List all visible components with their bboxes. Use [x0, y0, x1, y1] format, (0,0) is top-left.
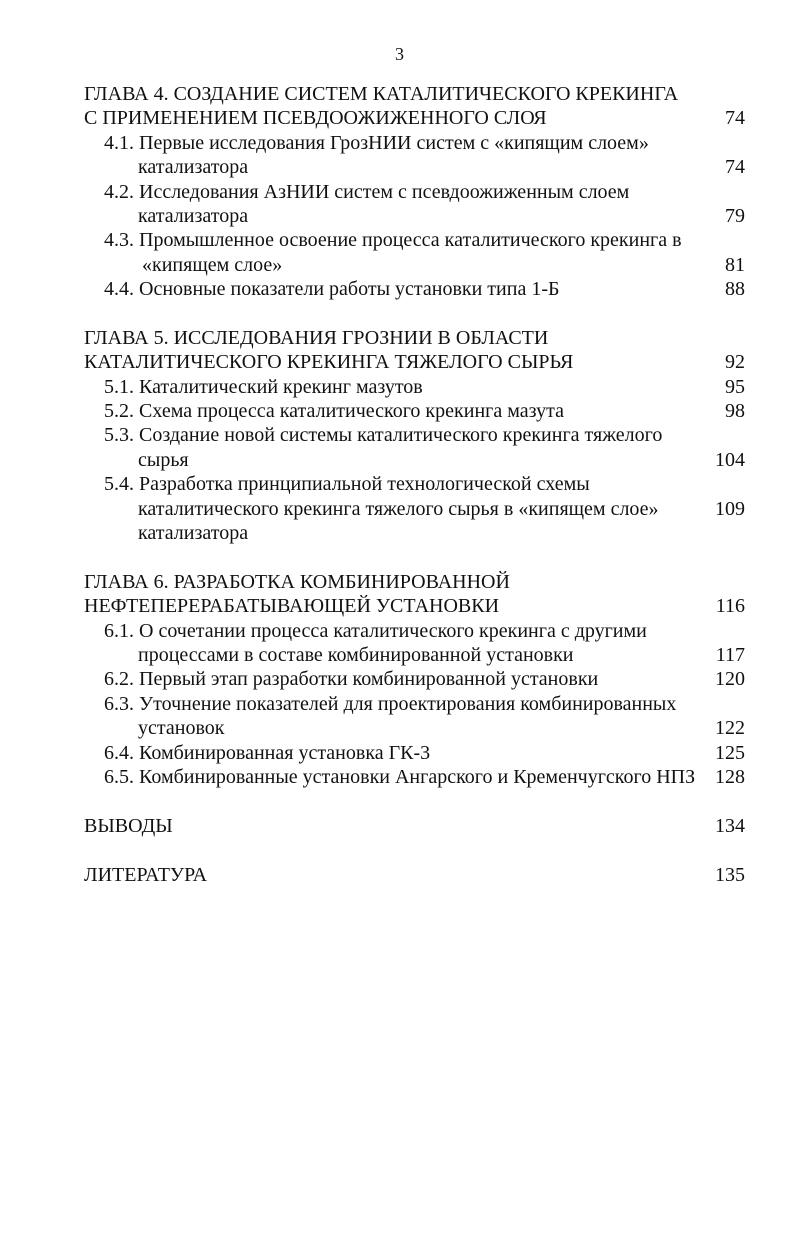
chapter-title-line: ГЛАВА 5. ИССЛЕДОВАНИЯ ГРОЗНИИ В ОБЛАСТИ	[84, 326, 549, 349]
section-title-line: 6.5. Комбинированные установки Ангарского и Кременчугского НПЗ	[104, 765, 696, 788]
section-title-line: 6.1. О сочетании процесса каталитического крекинга с другими	[104, 619, 647, 642]
page-ref: 98	[725, 400, 745, 423]
page-ref: 74	[725, 107, 745, 130]
toc-conclusions	[0, 814, 799, 838]
toc-chapter-4	[0, 82, 799, 106]
section-title-line: 6.3. Уточнение показателей для проектирования комбинированных	[104, 692, 677, 715]
page-ref: 135	[715, 863, 745, 886]
toc-section-4-3	[0, 228, 799, 252]
section-title-line: катализатора	[138, 204, 249, 227]
chapter-title-line: ВЫВОДЫ	[84, 814, 173, 837]
page-ref: 125	[715, 741, 745, 764]
toc-chapter-5-cont	[0, 350, 799, 374]
page-ref: 120	[715, 668, 745, 691]
toc-section-6-1	[0, 619, 799, 643]
toc-section-6-4	[0, 741, 799, 765]
toc-section-5-4	[0, 472, 799, 496]
toc-section-4-1-cont	[0, 155, 799, 179]
section-title-line: катализатора	[138, 156, 249, 179]
spacer	[0, 789, 799, 813]
section-title-line: 4.2. Исследования АзНИИ систем с псевдоожиженным слоем	[104, 180, 630, 203]
page-ref: 92	[725, 351, 745, 374]
section-title-line: 5.1. Каталитический крекинг мазутов	[104, 375, 423, 398]
page-ref: 79	[725, 204, 745, 227]
page-ref: 109	[715, 497, 745, 520]
section-title-line: 5.4. Разработка принципиальной технологической схемы	[104, 473, 590, 496]
toc-section-6-5	[0, 765, 799, 789]
chapter-title-line: ГЛАВА 4. СОЗДАНИЕ СИСТЕМ КАТАЛИТИЧЕСКОГО КРЕКИНГА	[84, 83, 679, 105]
page-ref: 88	[725, 278, 745, 301]
spacer	[0, 545, 799, 569]
section-title-line: 4.3. Промышленное освоение процесса каталитического крекинга в	[104, 229, 682, 252]
section-title-line: процессами в составе комбинированной установки	[138, 643, 574, 666]
toc-section-5-3-cont	[0, 448, 799, 472]
page-ref: 134	[715, 814, 745, 837]
chapter-title-line: ЛИТЕРАТУРА	[84, 863, 208, 886]
chapter-title-line: КАТАЛИТИЧЕСКОГО КРЕКИНГА ТЯЖЕЛОГО СЫРЬЯ	[84, 351, 574, 374]
section-title-line: 5.2. Схема процесса каталитического крекинга мазута	[104, 400, 564, 423]
toc-chapter-6-cont	[0, 594, 799, 618]
section-title-line: «кипящем слое»	[142, 253, 283, 276]
toc-chapter-5	[0, 326, 799, 350]
toc-section-5-3	[0, 423, 799, 447]
section-title-line: 6.4. Комбинированная установка ГК-3	[104, 741, 431, 764]
toc-section-6-1-cont	[0, 643, 799, 667]
spacer	[0, 302, 799, 326]
page-ref: 81	[725, 253, 745, 276]
section-title-line: 4.1. Первые исследования ГрозНИИ систем с «кипящим слоем»	[104, 131, 649, 154]
page-number: 3	[395, 44, 404, 64]
section-title-line: 4.4. Основные показатели работы установки типа 1-Б	[104, 278, 560, 301]
chapter-title-line: НЕФТЕПЕРЕРАБАТЫВАЮЩЕЙ УСТАНОВКИ	[84, 595, 500, 618]
page-ref: 128	[715, 765, 745, 788]
section-title-line: 6.2. Первый этап разработки комбинированной установки	[104, 668, 599, 691]
section-title-line: 5.3. Создание новой системы каталитического крекинга тяжелого	[104, 424, 663, 447]
toc-section-4-2-cont	[0, 204, 799, 228]
page-ref: 104	[715, 448, 745, 471]
chapter-title-line: С ПРИМЕНЕНИЕМ ПСЕВДООЖИЖЕННОГО СЛОЯ	[84, 107, 547, 130]
toc-section-4-3-cont	[0, 253, 799, 277]
toc-section-6-3	[0, 692, 799, 716]
spacer	[0, 838, 799, 862]
toc-section-4-4	[0, 277, 799, 301]
toc-section-5-4-cont	[0, 497, 799, 521]
page-ref: 95	[725, 375, 745, 398]
toc-section-6-2	[0, 667, 799, 691]
toc-section-5-1	[0, 375, 799, 399]
section-title-line: сырья	[138, 448, 189, 471]
toc-chapter-6	[0, 570, 799, 594]
section-title-line: катализатора	[138, 522, 249, 545]
toc-section-6-3-cont	[0, 716, 799, 740]
page-ref: 74	[725, 156, 745, 179]
chapter-title-line: ГЛАВА 6. РАЗРАБОТКА КОМБИНИРОВАННОЙ	[84, 570, 510, 593]
page-ref: 116	[715, 595, 745, 618]
toc-section-5-4-cont2	[0, 521, 799, 545]
toc-section-5-2	[0, 399, 799, 423]
page-ref: 122	[715, 717, 745, 740]
toc-literature	[0, 863, 799, 887]
toc-section-4-1	[0, 131, 799, 155]
table-of-contents	[0, 82, 799, 887]
toc-chapter-4-cont	[0, 106, 799, 130]
toc-section-4-2	[0, 180, 799, 204]
section-title-line: установок	[138, 717, 225, 740]
section-title-line: каталитического крекинга тяжелого сырья в «кипящем слое»	[138, 497, 659, 520]
page-ref: 117	[715, 643, 745, 666]
